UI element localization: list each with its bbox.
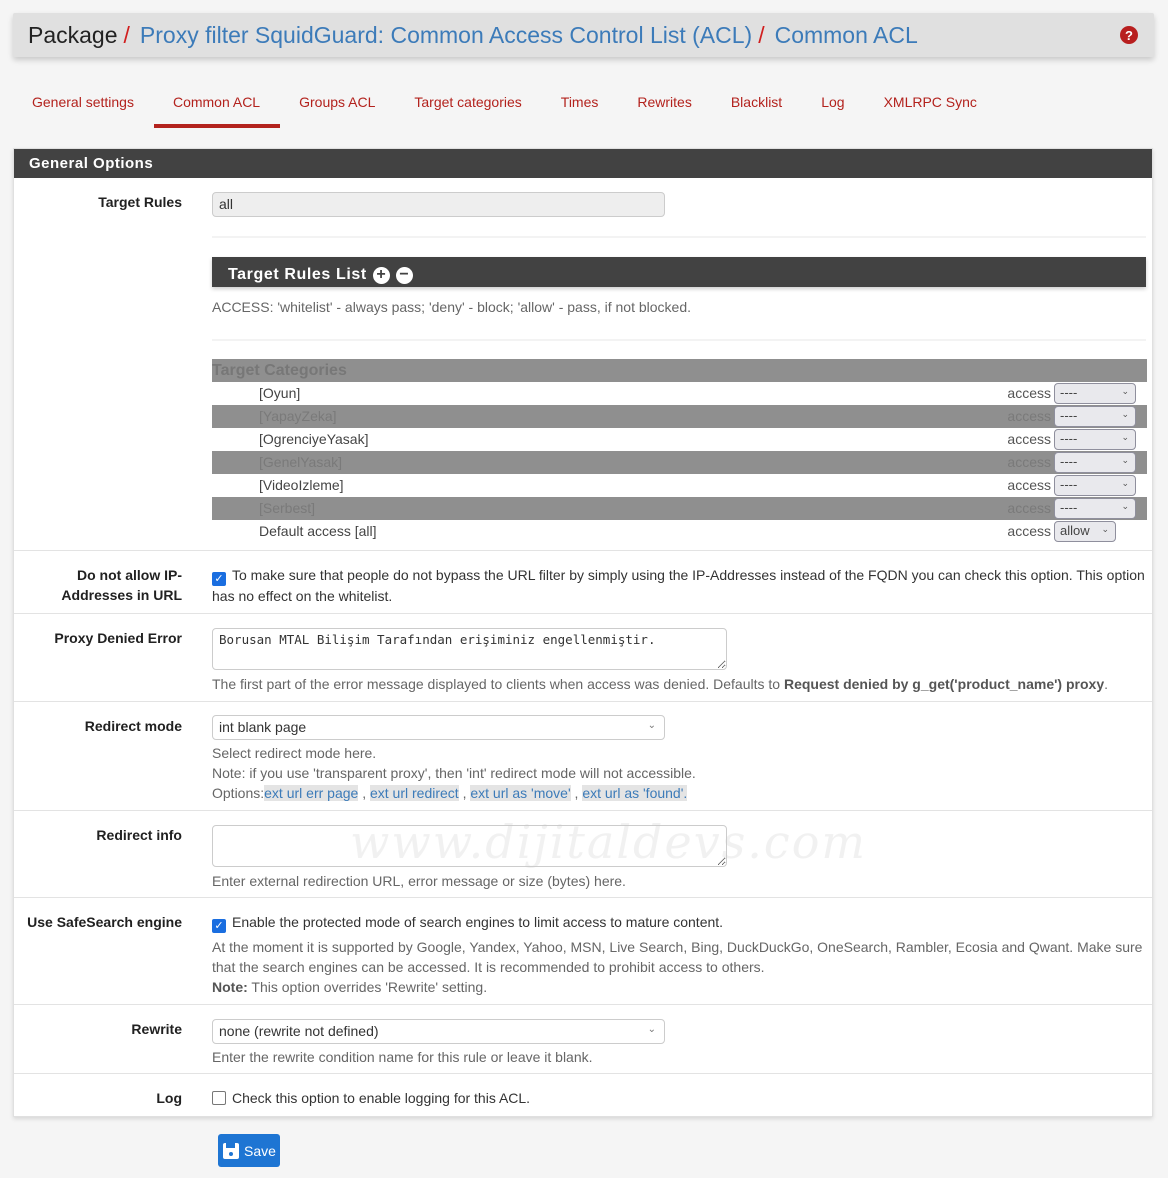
category-row (212, 451, 1147, 474)
redirect-mode-value: int blank page (219, 719, 307, 735)
redirect-info-row (14, 810, 1152, 897)
access-label: access (1007, 523, 1051, 539)
chevron-down-icon: ⌄ (1121, 455, 1129, 465)
options-prefix: Options: (212, 785, 265, 801)
rewrite-label: Rewrite (131, 1021, 182, 1037)
access-select-value: ---- (1060, 477, 1078, 492)
tab-bar (13, 80, 997, 128)
safesearch-help: At the moment it is supported by Google, Yandex, Yahoo, MSN, Live Search, Bing, DuckDuckGo, OneSearch, Rambler, Ecosia and Qwant. Make sure that the search engines can be accessed. It is recommended to prohibit access to others. (212, 939, 1143, 975)
redirect-mode-select[interactable] (212, 715, 665, 740)
access-select-value: ---- (1060, 454, 1078, 469)
access-label: access (1007, 408, 1051, 424)
help-text: . (1104, 676, 1108, 692)
breadcrumb-bar (13, 13, 1154, 57)
chevron-down-icon: ⌄ (1121, 409, 1129, 419)
help-icon[interactable]: ? (1120, 26, 1138, 44)
rewrite-row (14, 1004, 1152, 1073)
access-select-value: ---- (1060, 385, 1078, 400)
access-label: access (1007, 454, 1051, 470)
target-rules-row (14, 178, 1152, 550)
note-label: Note: (212, 979, 248, 995)
log-text: Check this option to enable logging for this ACL. (232, 1090, 531, 1106)
safesearch-text: Enable the protected mode of search engines to limit access to mature content. (232, 914, 724, 930)
proxy-denied-textarea[interactable] (212, 628, 727, 670)
redirect-mode-help-1: Select redirect mode here. (212, 745, 377, 761)
option-ext-url-redirect[interactable]: ext url redirect (369, 785, 459, 801)
target-categories-header: Target Categories (212, 359, 1147, 382)
access-select[interactable] (1054, 475, 1136, 496)
no-ip-label-line1: Do not allow IP- (77, 567, 182, 583)
log-label: Log (156, 1090, 182, 1106)
access-label: access (1007, 431, 1051, 447)
target-rules-list-header (212, 257, 1146, 287)
access-label: access (1007, 385, 1051, 401)
redirect-mode-content (212, 715, 1146, 803)
divider (212, 236, 1146, 238)
tab-general-settings[interactable]: General settings (32, 94, 134, 110)
target-rules-list-title: Target Rules List (228, 266, 367, 283)
breadcrumb-squidguard-acl[interactable]: Proxy filter SquidGuard: Common Access Control List (ACL) (139, 21, 753, 48)
help-bold-text: Request denied by g_get('product_name') proxy (783, 676, 1105, 692)
redirect-info-help: Enter external redirection URL, error message or size (bytes) here. (212, 873, 626, 889)
option-ext-url-err-page[interactable]: ext url err page (264, 785, 359, 801)
no-ip-label (14, 565, 182, 605)
divider (212, 339, 1146, 341)
rewrite-help: Enter the rewrite condition name for this rule or leave it blank. (212, 1049, 593, 1065)
chevron-down-icon: ⌄ (647, 720, 656, 731)
plus-circle-icon[interactable]: + (373, 267, 390, 284)
rewrite-content (212, 1019, 1146, 1067)
breadcrumb-separator: / (758, 21, 765, 48)
access-help-text: ACCESS: 'whitelist' - always pass; 'deny' - block; 'allow' - pass, if not blocked. (212, 299, 692, 315)
watermark: www.dijitaldevs.com (350, 815, 868, 869)
chevron-down-icon: ⌄ (1121, 432, 1129, 442)
help-text: The first part of the error message displayed to clients when access was denied. Defaults to (212, 676, 784, 692)
redirect-mode-row (14, 701, 1152, 810)
safesearch-row (14, 897, 1152, 1004)
access-label: access (1007, 477, 1051, 493)
note-text: This option overrides 'Rewrite' setting. (247, 979, 488, 995)
access-label: access (1007, 500, 1051, 516)
no-ip-label-line2: Addresses in URL (61, 587, 182, 603)
panel-title: General Options (14, 149, 1152, 178)
no-ip-text: To make sure that people do not bypass the URL filter by simply using the IP-Addresses instead of the FQDN you can check this option. This option has no effect on the whitelist. (212, 567, 1145, 604)
target-categories-table (212, 359, 1147, 543)
category-name: [GenelYasak] (259, 454, 343, 470)
save-button[interactable] (218, 1134, 280, 1167)
category-row (212, 474, 1147, 497)
chevron-down-icon: ⌄ (1121, 478, 1129, 488)
access-select[interactable] (1054, 406, 1136, 427)
tab-blacklist[interactable]: Blacklist (730, 94, 783, 110)
safesearch-checkbox-line (212, 912, 1146, 933)
tab-groups-acl[interactable]: Groups ACL (299, 94, 376, 110)
chevron-down-icon: ⌄ (647, 1024, 656, 1035)
no-ip-content (212, 565, 1146, 606)
safesearch-label: Use SafeSearch engine (27, 914, 182, 930)
safesearch-checkbox[interactable]: ✓ (212, 919, 226, 933)
category-row (212, 382, 1147, 405)
no-ip-checkbox[interactable]: ✓ (212, 572, 226, 586)
option-ext-url-move[interactable]: ext url as 'move' (470, 785, 571, 801)
redirect-info-content (212, 825, 1146, 891)
access-select-value: allow (1060, 523, 1090, 538)
access-select-value: ---- (1060, 500, 1078, 515)
option-ext-url-found[interactable]: ext url as 'found'. (582, 785, 688, 801)
category-row (212, 428, 1147, 451)
access-select[interactable] (1054, 383, 1136, 404)
tab-log[interactable]: Log (821, 94, 845, 110)
target-rules-label: Target Rules (98, 194, 182, 210)
category-name: [OgrenciyeYasak] (259, 431, 369, 447)
access-select-value: ---- (1060, 408, 1078, 423)
save-button-label: Save (244, 1142, 276, 1159)
access-select[interactable] (1054, 498, 1136, 519)
tab-xmlrpc-sync[interactable]: XMLRPC Sync (883, 94, 977, 110)
redirect-mode-options: Options:ext url err page , ext url redirect , ext url as 'move' , ext url as 'found'. (212, 785, 688, 801)
rewrite-select[interactable] (212, 1019, 665, 1044)
breadcrumb-separator: / (123, 21, 130, 48)
category-name: [VideoIzleme] (259, 477, 344, 493)
proxy-denied-label: Proxy Denied Error (54, 630, 182, 646)
redirect-info-textarea[interactable] (212, 825, 727, 867)
category-name: Default access [all] (259, 523, 377, 539)
no-ip-row (14, 550, 1152, 613)
chevron-down-icon: ⌄ (1101, 524, 1109, 534)
breadcrumb-common-acl[interactable]: Common ACL (774, 21, 918, 48)
category-name: [YapayZeka] (259, 408, 337, 424)
access-select-value: ---- (1060, 431, 1078, 446)
category-row (212, 497, 1147, 520)
rewrite-value: none (rewrite not defined) (219, 1023, 379, 1039)
chevron-down-icon: ⌄ (1121, 501, 1129, 511)
minus-circle-icon[interactable]: − (396, 267, 413, 284)
access-select[interactable] (1054, 452, 1136, 473)
proxy-denied-help (212, 674, 1146, 694)
floppy-disk-icon (223, 1143, 239, 1159)
tab-times[interactable]: Times (560, 94, 599, 110)
safesearch-note (212, 977, 1146, 997)
log-checkbox[interactable] (212, 1091, 226, 1105)
redirect-info-label: Redirect info (96, 827, 182, 843)
breadcrumb-package: Package (28, 21, 118, 48)
chevron-down-icon: ⌄ (1121, 386, 1129, 396)
log-content (212, 1088, 1146, 1108)
log-row (14, 1073, 1152, 1117)
default-access-row (212, 520, 1147, 543)
target-rules-content (212, 192, 1146, 543)
tab-rewrites[interactable]: Rewrites (637, 94, 692, 110)
redirect-mode-label: Redirect mode (84, 718, 182, 734)
category-name: [Oyun] (259, 385, 301, 401)
proxy-denied-content (212, 628, 1146, 694)
proxy-denied-row (14, 613, 1152, 701)
default-access-select[interactable] (1054, 521, 1116, 542)
safesearch-content (212, 912, 1146, 997)
redirect-mode-help-2: Note: if you use 'transparent proxy', then 'int' redirect mode will not accessible. (212, 765, 696, 781)
target-rules-input[interactable]: all (212, 192, 665, 217)
category-name: [Serbest] (259, 500, 316, 516)
access-select[interactable] (1054, 429, 1136, 450)
tab-common-acl[interactable]: Common ACL (154, 80, 280, 128)
category-row (212, 405, 1147, 428)
general-options-panel (13, 148, 1153, 1117)
tab-target-categories[interactable]: Target categories (414, 94, 522, 110)
